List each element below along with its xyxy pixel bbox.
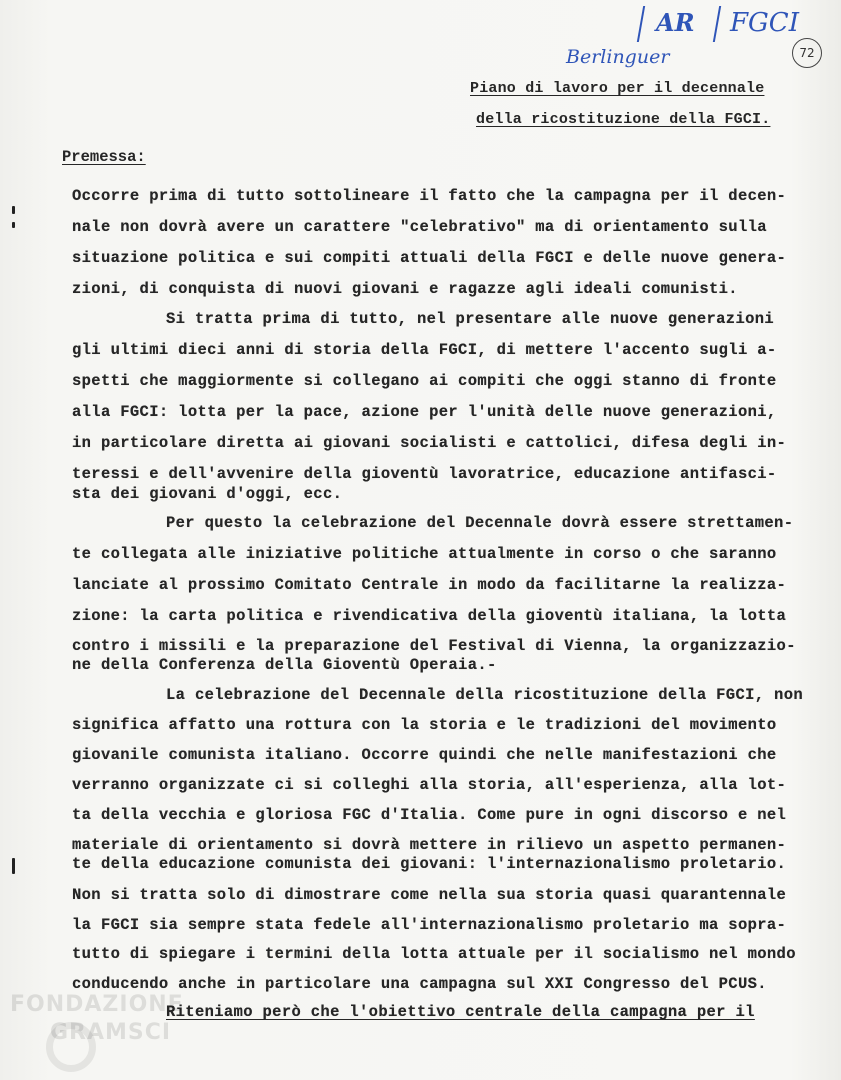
body-line: nale non dovrà avere un carattere "celebrativo" ma di orientamento sulla (72, 218, 767, 236)
body-line: ne della Conferenza della Gioventù Operaia.- (72, 656, 497, 674)
body-line: zioni, di conquista di nuovi giovani e ragazze agli ideali comunisti. (72, 280, 738, 298)
document-title-line-1: Piano di lavoro per il decennale (470, 80, 765, 97)
body-line: gli ultimi dieci anni di storia della FGCI, di mettere l'accento sugli a- (72, 341, 777, 359)
body-line: in particolare diretta ai giovani socialisti e cattolici, difesa degli in- (72, 434, 787, 452)
body-line: giovanile comunista italiano. Occorre quindi che nelle manifestazioni che (72, 746, 777, 764)
body-line: conducendo anche in particolare una campagna sul XXI Congresso del PCUS. (72, 975, 767, 993)
body-line: materiale di orientamento si dovrà mettere in rilievo un aspetto permanen- (72, 836, 787, 854)
body-line: te della educazione comunista dei giovani: l'internazionalismo proletario. (72, 855, 787, 873)
body-line: te collegata alle iniziative politiche attualmente in corso o che saranno (72, 545, 777, 563)
body-line: ta della vecchia e gloriosa FGC d'Italia. Come pure in ogni discorso e nel (72, 806, 787, 824)
body-line: tutto di spiegare i termini della lotta attuale per il socialismo nel mondo (72, 945, 796, 963)
body-line: teressi e dell'avvenire della gioventù lavoratrice, educazione antifasci- (72, 465, 777, 483)
org-mark: FGCI (730, 8, 799, 38)
watermark (10, 992, 210, 1072)
watermark-line-2: GRAMSCI (50, 1020, 172, 1045)
punch-mark (12, 858, 15, 874)
author-note: Berlinguer (566, 46, 670, 68)
body-line: La celebrazione del Decennale della ricostituzione della FGCI, non (166, 686, 803, 704)
body-line: contro i missili e la preparazione del Festival di Vienna, la organizzazio- (72, 637, 796, 655)
body-line: Si tratta prima di tutto, nel presentare alle nuove generazioni (166, 310, 775, 328)
body-line: sta dei giovani d'oggi, ecc. (72, 485, 343, 503)
body-line: significa affatto una rottura con la storia e le tradizioni del movimento (72, 716, 777, 734)
watermark-line-1: FONDAZIONE (10, 992, 184, 1017)
body-line: Non si tratta solo di dimostrare come nella sua storia quasi quarantennale (72, 886, 787, 904)
body-line: alla FGCI: lotta per la pace, azione per l'unità delle nuove generazioni, (72, 403, 777, 421)
page-number: 72 (792, 38, 822, 68)
body-line: Per questo la celebrazione del Decennale dovrà essere strettamen- (166, 514, 794, 532)
section-heading: Premessa: (62, 148, 146, 166)
punch-mark (12, 206, 15, 214)
body-line: Riteniamo però che l'obiettivo centrale della campagna per il (166, 1003, 755, 1021)
body-line: lanciate al prossimo Comitato Centrale in modo da facilitarne la realizza- (72, 576, 787, 594)
body-line: zione: la carta politica e rivendicativa della gioventù italiana, la lotta (72, 607, 787, 625)
body-line: verranno organizzate ci si colleghi alla storia, all'esperienza, alla lot- (72, 776, 787, 794)
body-line: la FGCI sia sempre stata fedele all'internazionalismo proletario ma sopra- (72, 916, 787, 934)
body-line: situazione politica e sui compiti attuali della FGCI e delle nuove genera- (72, 249, 787, 267)
archive-mark: AR (656, 8, 695, 37)
body-line: spetti che maggiormente si collegano ai compiti che oggi stanno di fronte (72, 372, 777, 390)
body-line: Occorre prima di tutto sottolineare il fatto che la campagna per il decen- (72, 187, 787, 205)
punch-mark (12, 222, 15, 228)
document-title-line-2: della ricostituzione della FGCI. (476, 111, 771, 128)
